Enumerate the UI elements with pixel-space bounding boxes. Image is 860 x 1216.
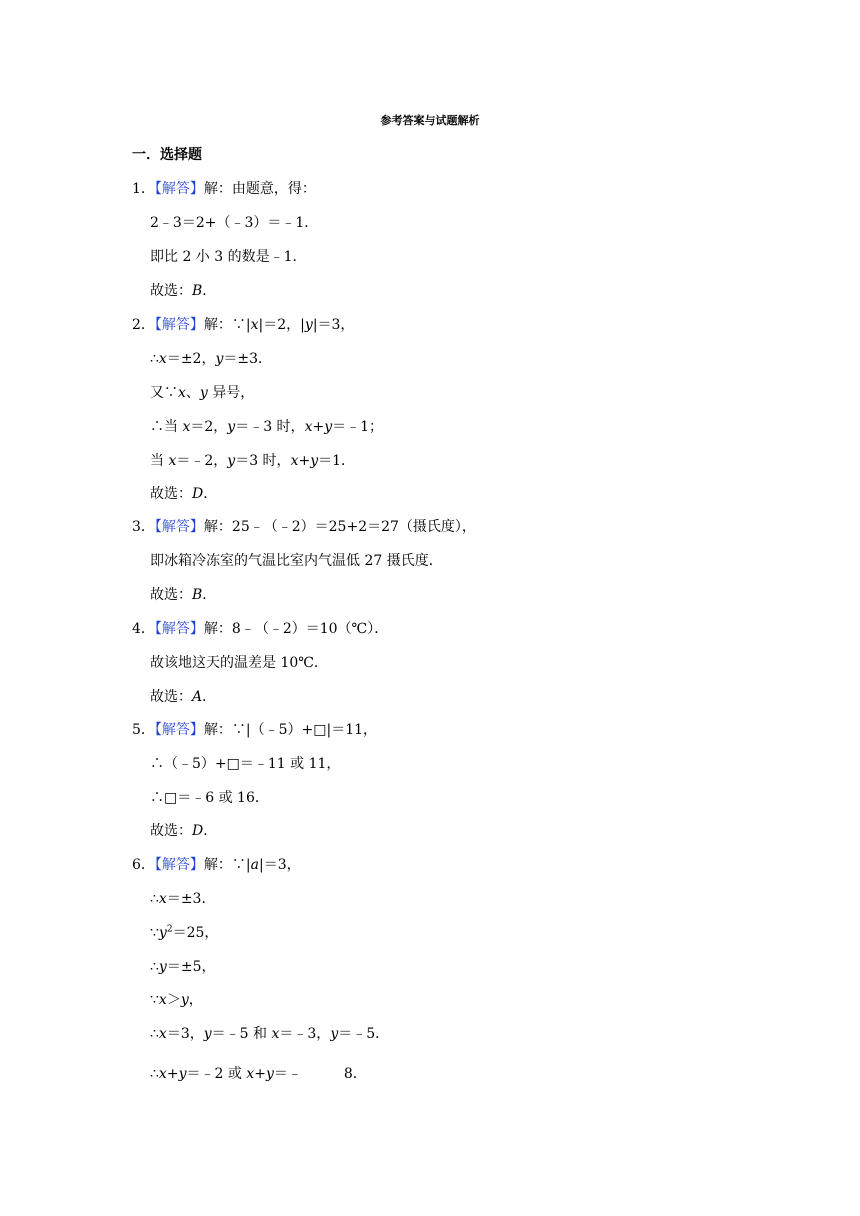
answer-tag: 【解答】 [154, 857, 204, 873]
solution-line: ∴x＝3，y＝﹣5 和 x＝﹣3，y＝﹣5． [150, 1026, 390, 1042]
answer-line: 故选：B． [150, 587, 217, 603]
answer-line: 故选：B． [150, 283, 217, 299]
solution-line: 当 x＝﹣2，y＝3 时，x+y＝1． [150, 453, 356, 469]
question-5-header: 5．【解答】解：∵|（﹣5）+□|＝11， [132, 722, 378, 738]
question-number: 5． [132, 722, 155, 738]
question-number: 2． [132, 317, 155, 333]
solution-line: 即冰箱冷冻室的气温比室内气温低 27 摄氏度． [150, 553, 443, 569]
solution-line: ∴x＝±2，y＝±3． [150, 351, 273, 367]
answer-choice: B [192, 283, 203, 299]
answer-line: 故选：D． [150, 486, 218, 502]
question-4-header: 4．【解答】解：8﹣（﹣2）＝10（℃）． [132, 621, 389, 637]
question-number: 3． [132, 519, 155, 535]
solution-line: 又∵x、y 异号， [150, 385, 255, 401]
question-2-header: 2．【解答】解：∵|x|＝2，|y|＝3， [132, 317, 355, 333]
solution-line: ∴□＝﹣6 或 16． [150, 790, 269, 806]
answer-tag: 【解答】 [154, 317, 204, 333]
solution-line: 故该地这天的温差是 10℃． [150, 655, 328, 671]
answer-tag: 【解答】 [154, 181, 204, 197]
question-3-header: 3．【解答】解：25﹣（﹣2）＝25+2＝27（摄氏度）， [132, 519, 476, 535]
answer-choice: B [192, 587, 203, 603]
solution-line: ∴（﹣5）+□＝﹣11 或 11， [150, 756, 341, 772]
page-title: 参考答案与试题解析 [380, 114, 480, 127]
solution-line: $\because y^2=25$， [150, 924, 219, 941]
question-6-header: 6．【解答】解：∵|a|＝3， [132, 857, 301, 873]
answer-tag: 【解答】 [154, 519, 204, 535]
solution-line: 2﹣3＝2+（﹣3）＝﹣1． [150, 215, 319, 231]
answer-line: 故选：D． [150, 823, 218, 839]
solution-line: 即比 2 小 3 的数是﹣1． [150, 249, 307, 265]
answer-choice: A [192, 689, 203, 705]
answer-tag: 【解答】 [154, 722, 204, 738]
question-number: 4． [132, 621, 155, 637]
solution-line: 解：由题意，得： [203, 181, 316, 197]
solution-line: ∴x+y＝﹣2 或 x+y＝﹣ 8． [150, 1066, 367, 1082]
answer-choice: D [192, 823, 204, 839]
solution-line: ∴y＝±5， [150, 959, 216, 975]
solution-line: ∴当 x＝2，y＝﹣3 时，x+y＝﹣1； [150, 419, 384, 435]
section-heading: 一．选择题 [132, 147, 202, 163]
question-1-header [132, 179, 316, 199]
question-number: 1． [132, 181, 155, 197]
answer-tag: 【解答】 [154, 621, 204, 637]
solution-line: ∴x＝±3． [150, 891, 216, 907]
solution-line: ∵x＞y， [150, 992, 203, 1008]
question-number: 6． [132, 857, 155, 873]
answer-choice: D [192, 486, 204, 502]
answer-line: 故选：A． [150, 689, 217, 705]
